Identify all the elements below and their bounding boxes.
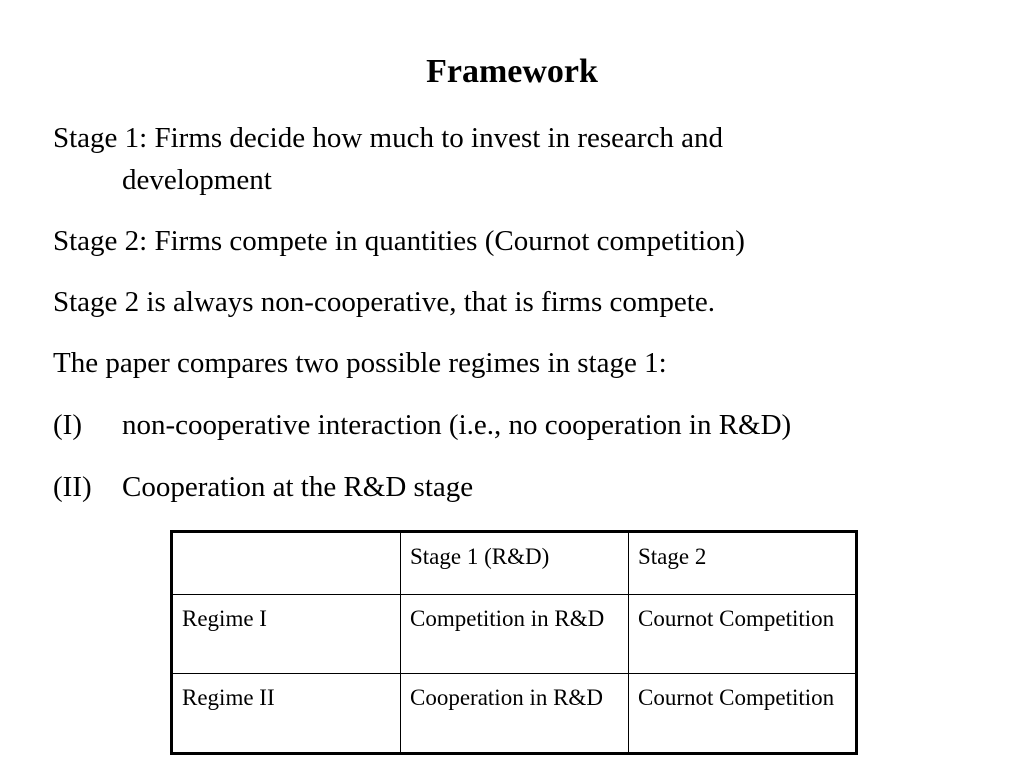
table-header-cell-empty (172, 532, 401, 595)
table-cell-regime: Regime II (172, 674, 401, 754)
table-header-stage2: Stage 2 (629, 532, 857, 595)
table-header-row (172, 532, 857, 595)
slide-title: Framework (426, 53, 598, 90)
regime-2-marker: (II) (53, 471, 92, 503)
table-header-stage1: Stage 1 (R&D) (401, 532, 629, 595)
table-cell-stage1: Cooperation in R&D (401, 674, 629, 754)
table-row (172, 674, 857, 754)
regime-2-text: Cooperation at the R&D stage (122, 471, 474, 503)
table-cell-stage1: Competition in R&D (401, 595, 629, 674)
table-cell-stage2: Cournot Competition (629, 674, 857, 754)
table-cell-stage2: Cournot Competition (629, 595, 857, 674)
regime-1-text: non-cooperative interaction (i.e., no cooperation in R&D) (122, 409, 792, 441)
regime-1-marker: (I) (53, 409, 82, 441)
regime-comparison-table (170, 530, 858, 755)
table-cell-regime: Regime I (172, 595, 401, 674)
table-row (172, 595, 857, 674)
compare-intro: The paper compares two possible regimes in stage 1: (53, 347, 667, 379)
stage2-text: Stage 2: Firms compete in quantities (Cournot competition) (53, 225, 745, 257)
stage1-text: Stage 1: Firms decide how much to invest in research and (53, 122, 724, 154)
stage1-text-continued: development (122, 164, 272, 196)
stage2-note: Stage 2 is always non-cooperative, that is firms compete. (53, 286, 715, 318)
